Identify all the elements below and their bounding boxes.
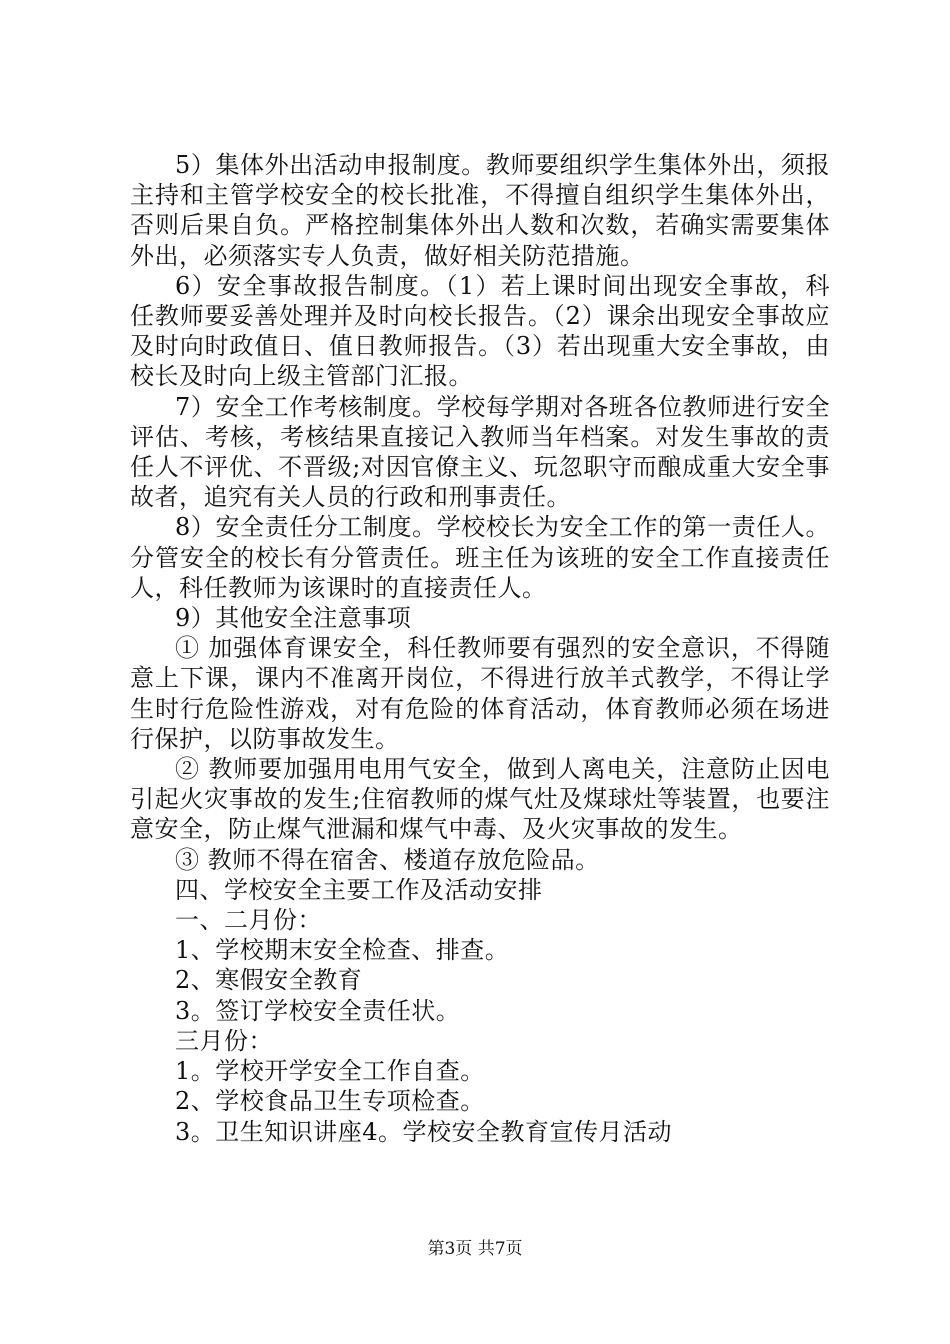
list-item: 2、寒假安全教育 [175, 966, 363, 995]
section-heading-activities: 四、学校安全主要工作及活动安排 [175, 875, 543, 904]
paragraph-pe-class-safety: ① 加强体育课安全，科任教师要有强烈的安全意识，不得随意上下课，课内不准离开岗位，不得进行放羊式教学，不得让学生时行危险性游戏，对有危险的体育活动，体育教师必须在场进行保护，以防事故发生。 [130, 634, 830, 753]
month-heading-jan-feb: 一、二月份： [175, 906, 322, 935]
paragraph-responsibility-division: 8）安全责任分工制度。学校校长为安全工作的第一责任人。分管安全的校长有分管责任。班主任为该班的安全工作直接责任人，科任教师为该课时的直接责任人。 [130, 513, 830, 602]
list-item: 2、学校食品卫生专项检查。 [175, 1087, 485, 1116]
list-item: 1、学校期末安全检查、排查。 [175, 936, 510, 965]
paragraph-safety-assessment: 7）安全工作考核制度。学校每学期对各班各位教师进行安全评估、考核，考核结果直接记入教师当年档案。对发生事故的责任人不评优、不晋级;对因官僚主义、玩忽职守而酿成重大安全事故者，追究有关人员的行政和刑事责任。 [130, 392, 830, 512]
list-item: 3。卫生知识讲座4。学校安全教育宣传月活动 [175, 1117, 673, 1146]
page-footer: 第3页 共7页 [427, 1239, 523, 1259]
list-item: 3。签订学校安全责任状。 [175, 996, 461, 1025]
paragraph-electricity-gas-safety: ② 教师要加强用电用气安全，做到人离电关，注意防止因电引起火灾事故的发生;住宿教师的煤气灶及煤球灶等装置，也要注意安全，防止煤气泄漏和煤气中毒、及火灾事故的发生。 [130, 755, 830, 844]
paragraph-accident-report: 6）安全事故报告制度。（1）若上课时间出现安全事故，科任教师要妥善处理并及时向校长报告。（2）课余出现安全事故应及时向时政值日、值日教师报告。（3）若出现重大安全事故，由校长及时向上级主管部门汇报。 [130, 271, 830, 391]
paragraph-other-notes-heading: 9）其他安全注意事项 [175, 604, 412, 633]
paragraph-hazardous-materials: ③ 教师不得在宿舍、楼道存放危险品。 [175, 845, 600, 874]
list-item: 1。学校开学安全工作自查。 [175, 1057, 485, 1086]
document-body [130, 150, 830, 1147]
month-heading-march: 三月份： [175, 1026, 273, 1055]
paragraph-collective-outing: 5）集体外出活动申报制度。教师要组织学生集体外出，须报主持和主管学校安全的校长批准，不得擅自组织学生集体外出，否则后果自负。严格控制集体外出人数和次数，若确实需要集体外出，必须落实专人负责，做好相关防范措施。 [130, 151, 830, 270]
